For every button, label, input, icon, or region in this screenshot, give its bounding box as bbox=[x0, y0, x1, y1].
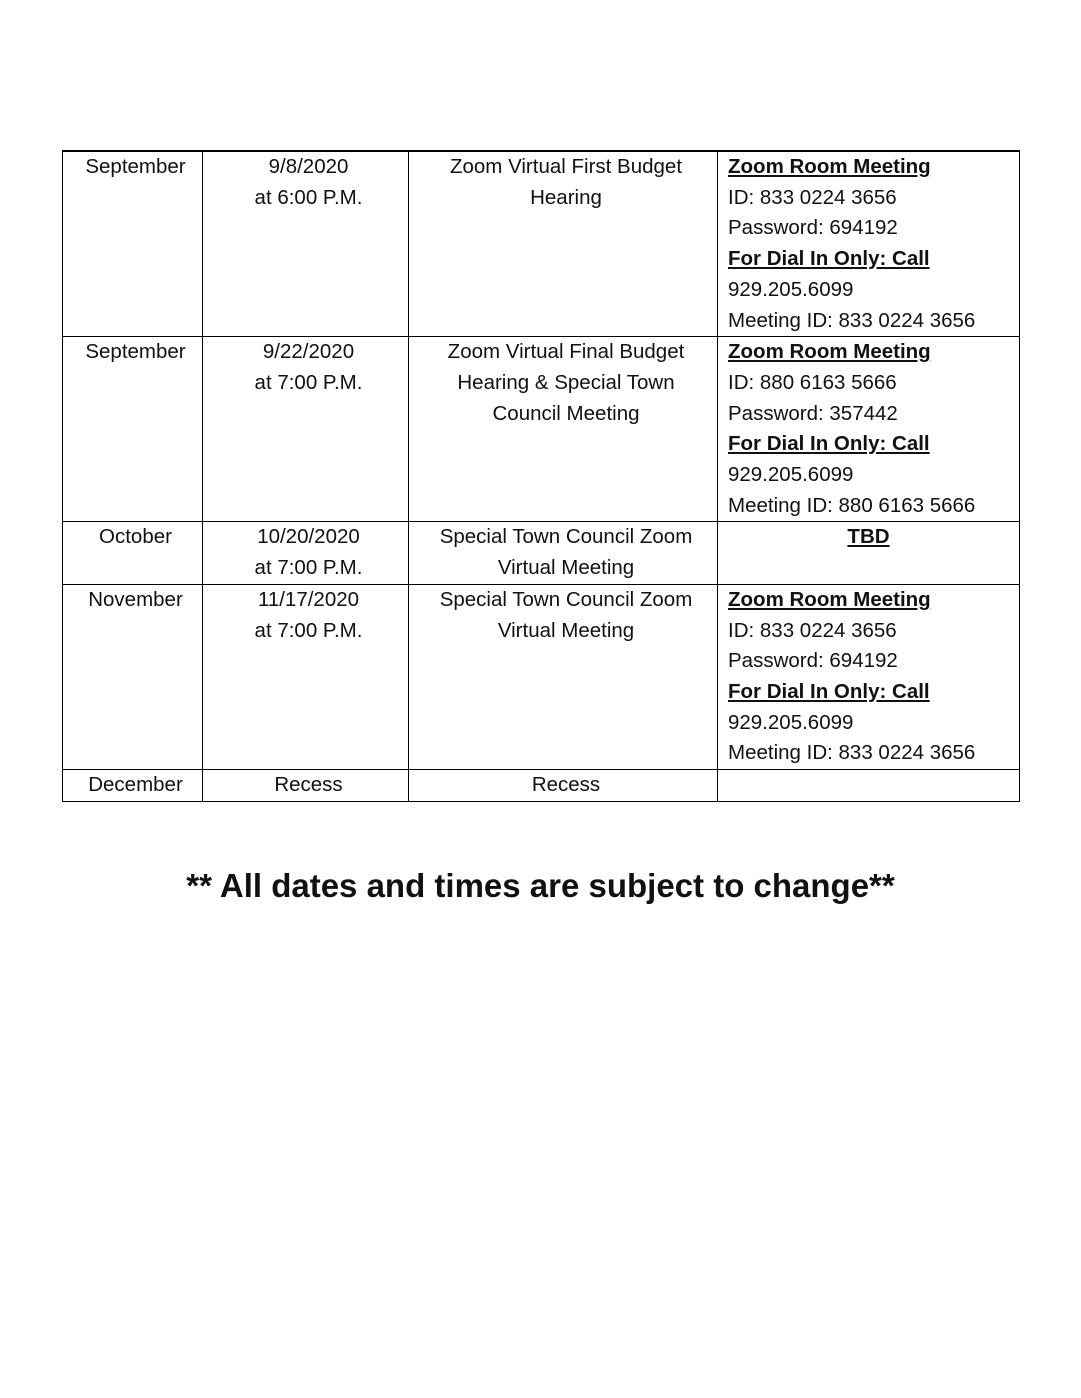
month-text: September bbox=[85, 155, 186, 178]
dial-in-heading: For Dial In Only: Call bbox=[728, 432, 930, 456]
dial-in-phone: 929.205.6099 bbox=[728, 710, 854, 734]
date-text: Recess bbox=[274, 773, 343, 797]
description-cell bbox=[409, 522, 718, 584]
description-line: Council Meeting bbox=[492, 401, 640, 425]
table-row bbox=[63, 584, 1020, 769]
description-line: Virtual Meeting bbox=[497, 618, 635, 642]
meeting-info-cell bbox=[718, 151, 1020, 337]
meeting-schedule-table bbox=[62, 150, 1020, 802]
dial-in-phone: 929.205.6099 bbox=[728, 463, 854, 487]
dial-in-heading: For Dial In Only: Call bbox=[728, 679, 930, 703]
zoom-password: Password: 694192 bbox=[728, 649, 898, 673]
month-cell bbox=[63, 522, 203, 584]
month-cell bbox=[63, 151, 203, 337]
time-text: at 7:00 P.M. bbox=[254, 556, 363, 580]
time-text: at 7:00 P.M. bbox=[254, 370, 363, 394]
time-text: at 7:00 P.M. bbox=[254, 618, 363, 642]
month-text: November bbox=[88, 587, 183, 611]
meeting-info-cell bbox=[718, 337, 1020, 522]
month-cell bbox=[63, 770, 203, 802]
date-cell bbox=[203, 522, 409, 584]
meeting-info-cell bbox=[718, 522, 1020, 584]
date-text: 9/22/2020 bbox=[262, 340, 355, 364]
zoom-id: ID: 833 0224 3656 bbox=[728, 618, 897, 642]
table-row bbox=[63, 337, 1020, 522]
description-cell bbox=[409, 770, 718, 802]
date-text: 10/20/2020 bbox=[257, 525, 360, 549]
description-line: Virtual Meeting bbox=[497, 556, 635, 580]
zoom-id: ID: 880 6163 5666 bbox=[728, 370, 897, 394]
date-text: 11/17/2020 bbox=[257, 587, 360, 611]
table-row bbox=[63, 522, 1020, 584]
date-cell bbox=[203, 151, 409, 337]
date-text: 9/8/2020 bbox=[268, 155, 349, 178]
zoom-id: ID: 833 0224 3656 bbox=[728, 185, 897, 209]
description-cell bbox=[409, 337, 718, 522]
month-cell bbox=[63, 337, 203, 522]
subject-to-change-note: ** All dates and times are subject to change** bbox=[186, 867, 895, 904]
zoom-heading: Zoom Room Meeting bbox=[728, 587, 931, 611]
table-row bbox=[63, 151, 1020, 337]
dial-in-meeting-id: Meeting ID: 880 6163 5666 bbox=[728, 493, 976, 517]
dial-in-meeting-id: Meeting ID: 833 0224 3656 bbox=[728, 308, 976, 332]
zoom-heading: Zoom Room Meeting bbox=[728, 340, 931, 364]
date-cell bbox=[203, 770, 409, 802]
zoom-password: Password: 357442 bbox=[728, 401, 898, 425]
zoom-password: Password: 694192 bbox=[728, 216, 898, 240]
description-line: Zoom Virtual Final Budget bbox=[447, 340, 685, 364]
table-row bbox=[63, 770, 1020, 802]
date-cell bbox=[203, 337, 409, 522]
meeting-info-cell bbox=[718, 584, 1020, 769]
description-cell bbox=[409, 584, 718, 769]
zoom-heading: Zoom Room Meeting bbox=[728, 155, 931, 178]
description-line: Recess bbox=[531, 773, 601, 797]
description-line: Hearing bbox=[530, 185, 602, 209]
description-cell bbox=[409, 151, 718, 337]
dial-in-heading: For Dial In Only: Call bbox=[728, 247, 930, 271]
dial-in-meeting-id: Meeting ID: 833 0224 3656 bbox=[728, 741, 976, 765]
description-line: Zoom Virtual First Budget bbox=[449, 155, 683, 178]
description-line: Special Town Council Zoom bbox=[439, 525, 693, 549]
month-text: September bbox=[85, 340, 186, 364]
month-text: December bbox=[88, 773, 183, 797]
date-cell bbox=[203, 584, 409, 769]
meeting-info-cell bbox=[718, 770, 1020, 802]
description-line: Special Town Council Zoom bbox=[439, 587, 693, 611]
month-cell bbox=[63, 584, 203, 769]
dial-in-phone: 929.205.6099 bbox=[728, 277, 854, 301]
month-text: October bbox=[99, 525, 172, 549]
description-line: Hearing & Special Town bbox=[457, 370, 675, 394]
time-text: at 6:00 P.M. bbox=[254, 185, 363, 209]
tbd-text: TBD bbox=[847, 525, 890, 549]
